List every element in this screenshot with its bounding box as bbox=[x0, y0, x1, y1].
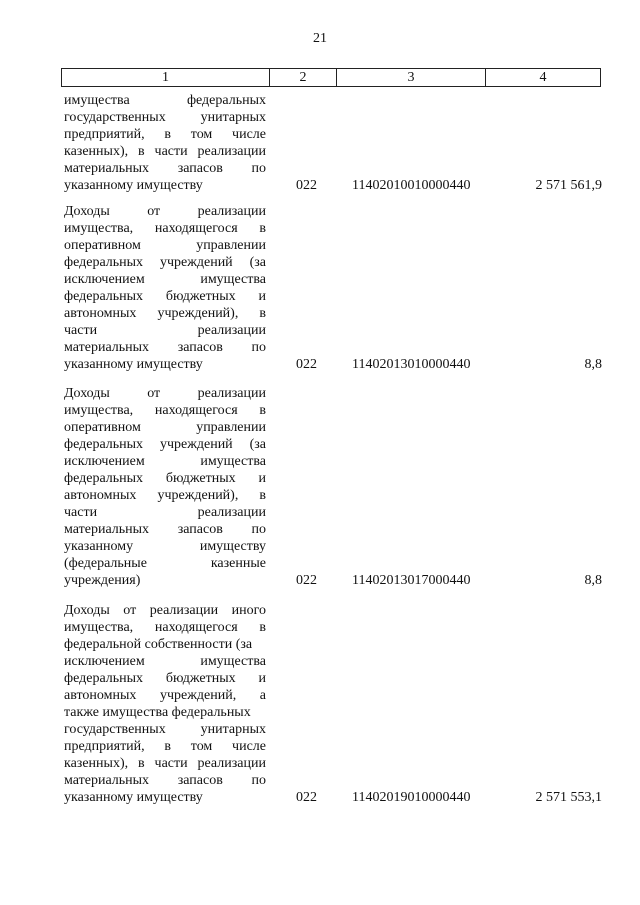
description-word: федеральной собственности (за bbox=[64, 637, 253, 652]
description-word: предприятий, bbox=[64, 739, 145, 754]
description-line bbox=[64, 305, 266, 322]
description-word: в bbox=[259, 221, 266, 236]
description-word: указанному имуществу bbox=[64, 178, 203, 193]
description-word: материальных bbox=[64, 340, 150, 355]
description-line bbox=[64, 636, 266, 653]
description-word: управлении bbox=[196, 420, 266, 435]
description-word: федеральных bbox=[64, 671, 144, 686]
description-word: реализации bbox=[149, 603, 219, 618]
description-line bbox=[64, 670, 266, 687]
row-description bbox=[64, 385, 266, 589]
description-word: части bbox=[64, 323, 98, 338]
row-code: 022 bbox=[296, 178, 317, 193]
description-line bbox=[64, 419, 266, 436]
description-line bbox=[64, 288, 266, 305]
description-word: материальных bbox=[64, 773, 150, 788]
description-word: казенных), bbox=[64, 144, 129, 159]
description-line bbox=[64, 203, 266, 220]
description-line bbox=[64, 220, 266, 237]
description-line bbox=[64, 356, 266, 373]
description-word: запасов bbox=[177, 522, 223, 537]
description-word: материальных bbox=[64, 522, 150, 537]
description-word: исключением bbox=[64, 654, 145, 669]
description-line bbox=[64, 126, 266, 143]
description-word: запасов bbox=[177, 773, 223, 788]
row-code: 022 bbox=[296, 357, 317, 372]
description-word: имущества bbox=[200, 272, 266, 287]
description-word: в bbox=[259, 306, 266, 321]
description-word: реализации bbox=[197, 505, 266, 520]
description-line bbox=[64, 602, 266, 619]
description-line bbox=[64, 470, 266, 487]
description-word: а bbox=[259, 688, 266, 703]
description-line bbox=[64, 487, 266, 504]
table-header-row bbox=[61, 68, 601, 87]
description-line bbox=[64, 339, 266, 356]
description-word: федеральных bbox=[186, 93, 266, 108]
description-word: автономных bbox=[64, 688, 137, 703]
description-word: также имущества федеральных bbox=[64, 705, 251, 720]
description-word: имуществу bbox=[199, 539, 266, 554]
description-line bbox=[64, 572, 266, 589]
description-word: унитарных bbox=[200, 722, 266, 737]
description-word: государственных bbox=[64, 722, 166, 737]
row-description bbox=[64, 92, 266, 194]
description-word: автономных bbox=[64, 488, 137, 503]
row-amount: 8,8 bbox=[584, 357, 602, 372]
description-word: в bbox=[164, 739, 172, 754]
description-word: (федеральные bbox=[64, 556, 147, 571]
description-word: (за bbox=[249, 437, 266, 452]
description-word: федеральных bbox=[64, 289, 144, 304]
description-word: указанному bbox=[64, 539, 134, 554]
description-line bbox=[64, 109, 266, 126]
description-word: федеральных bbox=[64, 437, 144, 452]
description-word: и bbox=[258, 289, 266, 304]
description-word: реализации bbox=[197, 204, 266, 219]
row-classification-code: 11402013010000440 bbox=[352, 357, 471, 372]
description-word: том bbox=[190, 127, 213, 142]
description-word: имущества, bbox=[64, 403, 134, 418]
row-description bbox=[64, 203, 266, 373]
description-line bbox=[64, 721, 266, 738]
description-line bbox=[64, 385, 266, 402]
description-line bbox=[64, 271, 266, 288]
header-col-4: 4 bbox=[539, 70, 547, 85]
description-line bbox=[64, 160, 266, 177]
row-code: 022 bbox=[296, 573, 317, 588]
description-word: оперативном bbox=[64, 238, 141, 253]
description-word: реализации bbox=[197, 323, 266, 338]
description-word: материальных bbox=[64, 161, 150, 176]
description-word: бюджетных bbox=[165, 671, 236, 686]
description-word: исключением bbox=[64, 272, 145, 287]
description-word: в bbox=[259, 403, 266, 418]
description-word: от bbox=[147, 386, 161, 401]
description-word: учреждений bbox=[159, 255, 233, 270]
description-word: в bbox=[138, 756, 145, 771]
description-word: и bbox=[258, 471, 266, 486]
description-word: от bbox=[147, 204, 161, 219]
description-word: автономных bbox=[64, 306, 137, 321]
description-word: реализации bbox=[197, 756, 266, 771]
description-word: реализации bbox=[197, 144, 266, 159]
description-word: оперативном bbox=[64, 420, 141, 435]
description-word: исключением bbox=[64, 454, 145, 469]
description-line bbox=[64, 453, 266, 470]
description-word: казенных), bbox=[64, 756, 129, 771]
row-amount: 2 571 561,9 bbox=[535, 178, 602, 193]
description-word: запасов bbox=[177, 340, 223, 355]
row-description bbox=[64, 602, 266, 806]
description-word: управлении bbox=[196, 238, 266, 253]
description-line bbox=[64, 555, 266, 572]
row-classification-code: 11402013017000440 bbox=[352, 573, 471, 588]
description-line bbox=[64, 704, 266, 721]
description-word: имущества, bbox=[64, 620, 134, 635]
description-word: по bbox=[251, 161, 266, 176]
description-word: имущества bbox=[64, 93, 130, 108]
description-line bbox=[64, 436, 266, 453]
description-word: иного bbox=[231, 603, 266, 618]
description-word: части bbox=[154, 756, 188, 771]
description-word: находящегося bbox=[154, 620, 238, 635]
header-col-2: 2 bbox=[270, 69, 337, 86]
description-word: в bbox=[259, 488, 266, 503]
description-line bbox=[64, 504, 266, 521]
description-word: учреждения) bbox=[64, 573, 141, 588]
description-word: казенные bbox=[210, 556, 266, 571]
description-line bbox=[64, 143, 266, 160]
description-line bbox=[64, 772, 266, 789]
description-word: числе bbox=[232, 739, 266, 754]
description-word: имущества bbox=[200, 454, 266, 469]
description-word: имущества bbox=[200, 654, 266, 669]
description-line bbox=[64, 521, 266, 538]
description-line bbox=[64, 687, 266, 704]
description-word: от bbox=[123, 603, 137, 618]
description-word: части bbox=[64, 505, 98, 520]
description-word: в bbox=[259, 620, 266, 635]
description-word: части bbox=[154, 144, 188, 159]
description-word: бюджетных bbox=[165, 289, 236, 304]
description-word: по bbox=[251, 773, 266, 788]
description-word: по bbox=[251, 522, 266, 537]
description-word: предприятий, bbox=[64, 127, 145, 142]
description-word: учреждений), bbox=[157, 488, 239, 503]
description-line bbox=[64, 619, 266, 636]
description-line bbox=[64, 177, 266, 194]
description-word: учреждений), bbox=[157, 306, 239, 321]
row-amount: 2 571 553,1 bbox=[535, 790, 602, 805]
description-line bbox=[64, 237, 266, 254]
description-word: Доходы bbox=[64, 603, 110, 618]
description-word: федеральных bbox=[64, 471, 144, 486]
description-word: государственных bbox=[64, 110, 166, 125]
description-word: по bbox=[251, 340, 266, 355]
description-word: Доходы bbox=[64, 386, 110, 401]
description-word: реализации bbox=[197, 386, 266, 401]
description-word: указанному имуществу bbox=[64, 790, 203, 805]
description-word: федеральных bbox=[64, 255, 144, 270]
description-word: унитарных bbox=[200, 110, 266, 125]
row-classification-code: 11402019010000440 bbox=[352, 790, 471, 805]
description-word: имущества, bbox=[64, 221, 134, 236]
page-number: 21 bbox=[313, 31, 327, 46]
description-line bbox=[64, 653, 266, 670]
description-word: том bbox=[190, 739, 213, 754]
description-line bbox=[64, 789, 266, 806]
description-word: Доходы bbox=[64, 204, 110, 219]
description-line bbox=[64, 254, 266, 271]
description-word: и bbox=[258, 671, 266, 686]
row-classification-code: 11402010010000440 bbox=[352, 178, 471, 193]
row-amount: 8,8 bbox=[584, 573, 602, 588]
description-word: учреждений, bbox=[159, 688, 237, 703]
description-line bbox=[64, 538, 266, 555]
description-line bbox=[64, 92, 266, 109]
description-word: бюджетных bbox=[165, 471, 236, 486]
description-word: учреждений bbox=[159, 437, 233, 452]
row-code: 022 bbox=[296, 790, 317, 805]
description-word: в bbox=[138, 144, 145, 159]
description-line bbox=[64, 402, 266, 419]
description-line bbox=[64, 755, 266, 772]
description-word: (за bbox=[249, 255, 266, 270]
description-word: в bbox=[164, 127, 172, 142]
description-line bbox=[64, 738, 266, 755]
description-word: указанному имуществу bbox=[64, 357, 203, 372]
header-col-3: 3 bbox=[337, 69, 486, 86]
description-word: числе bbox=[232, 127, 266, 142]
header-col-1: 1 bbox=[62, 69, 270, 86]
description-line bbox=[64, 322, 266, 339]
description-word: находящегося bbox=[154, 403, 238, 418]
description-word: запасов bbox=[177, 161, 223, 176]
description-word: находящегося bbox=[154, 221, 238, 236]
